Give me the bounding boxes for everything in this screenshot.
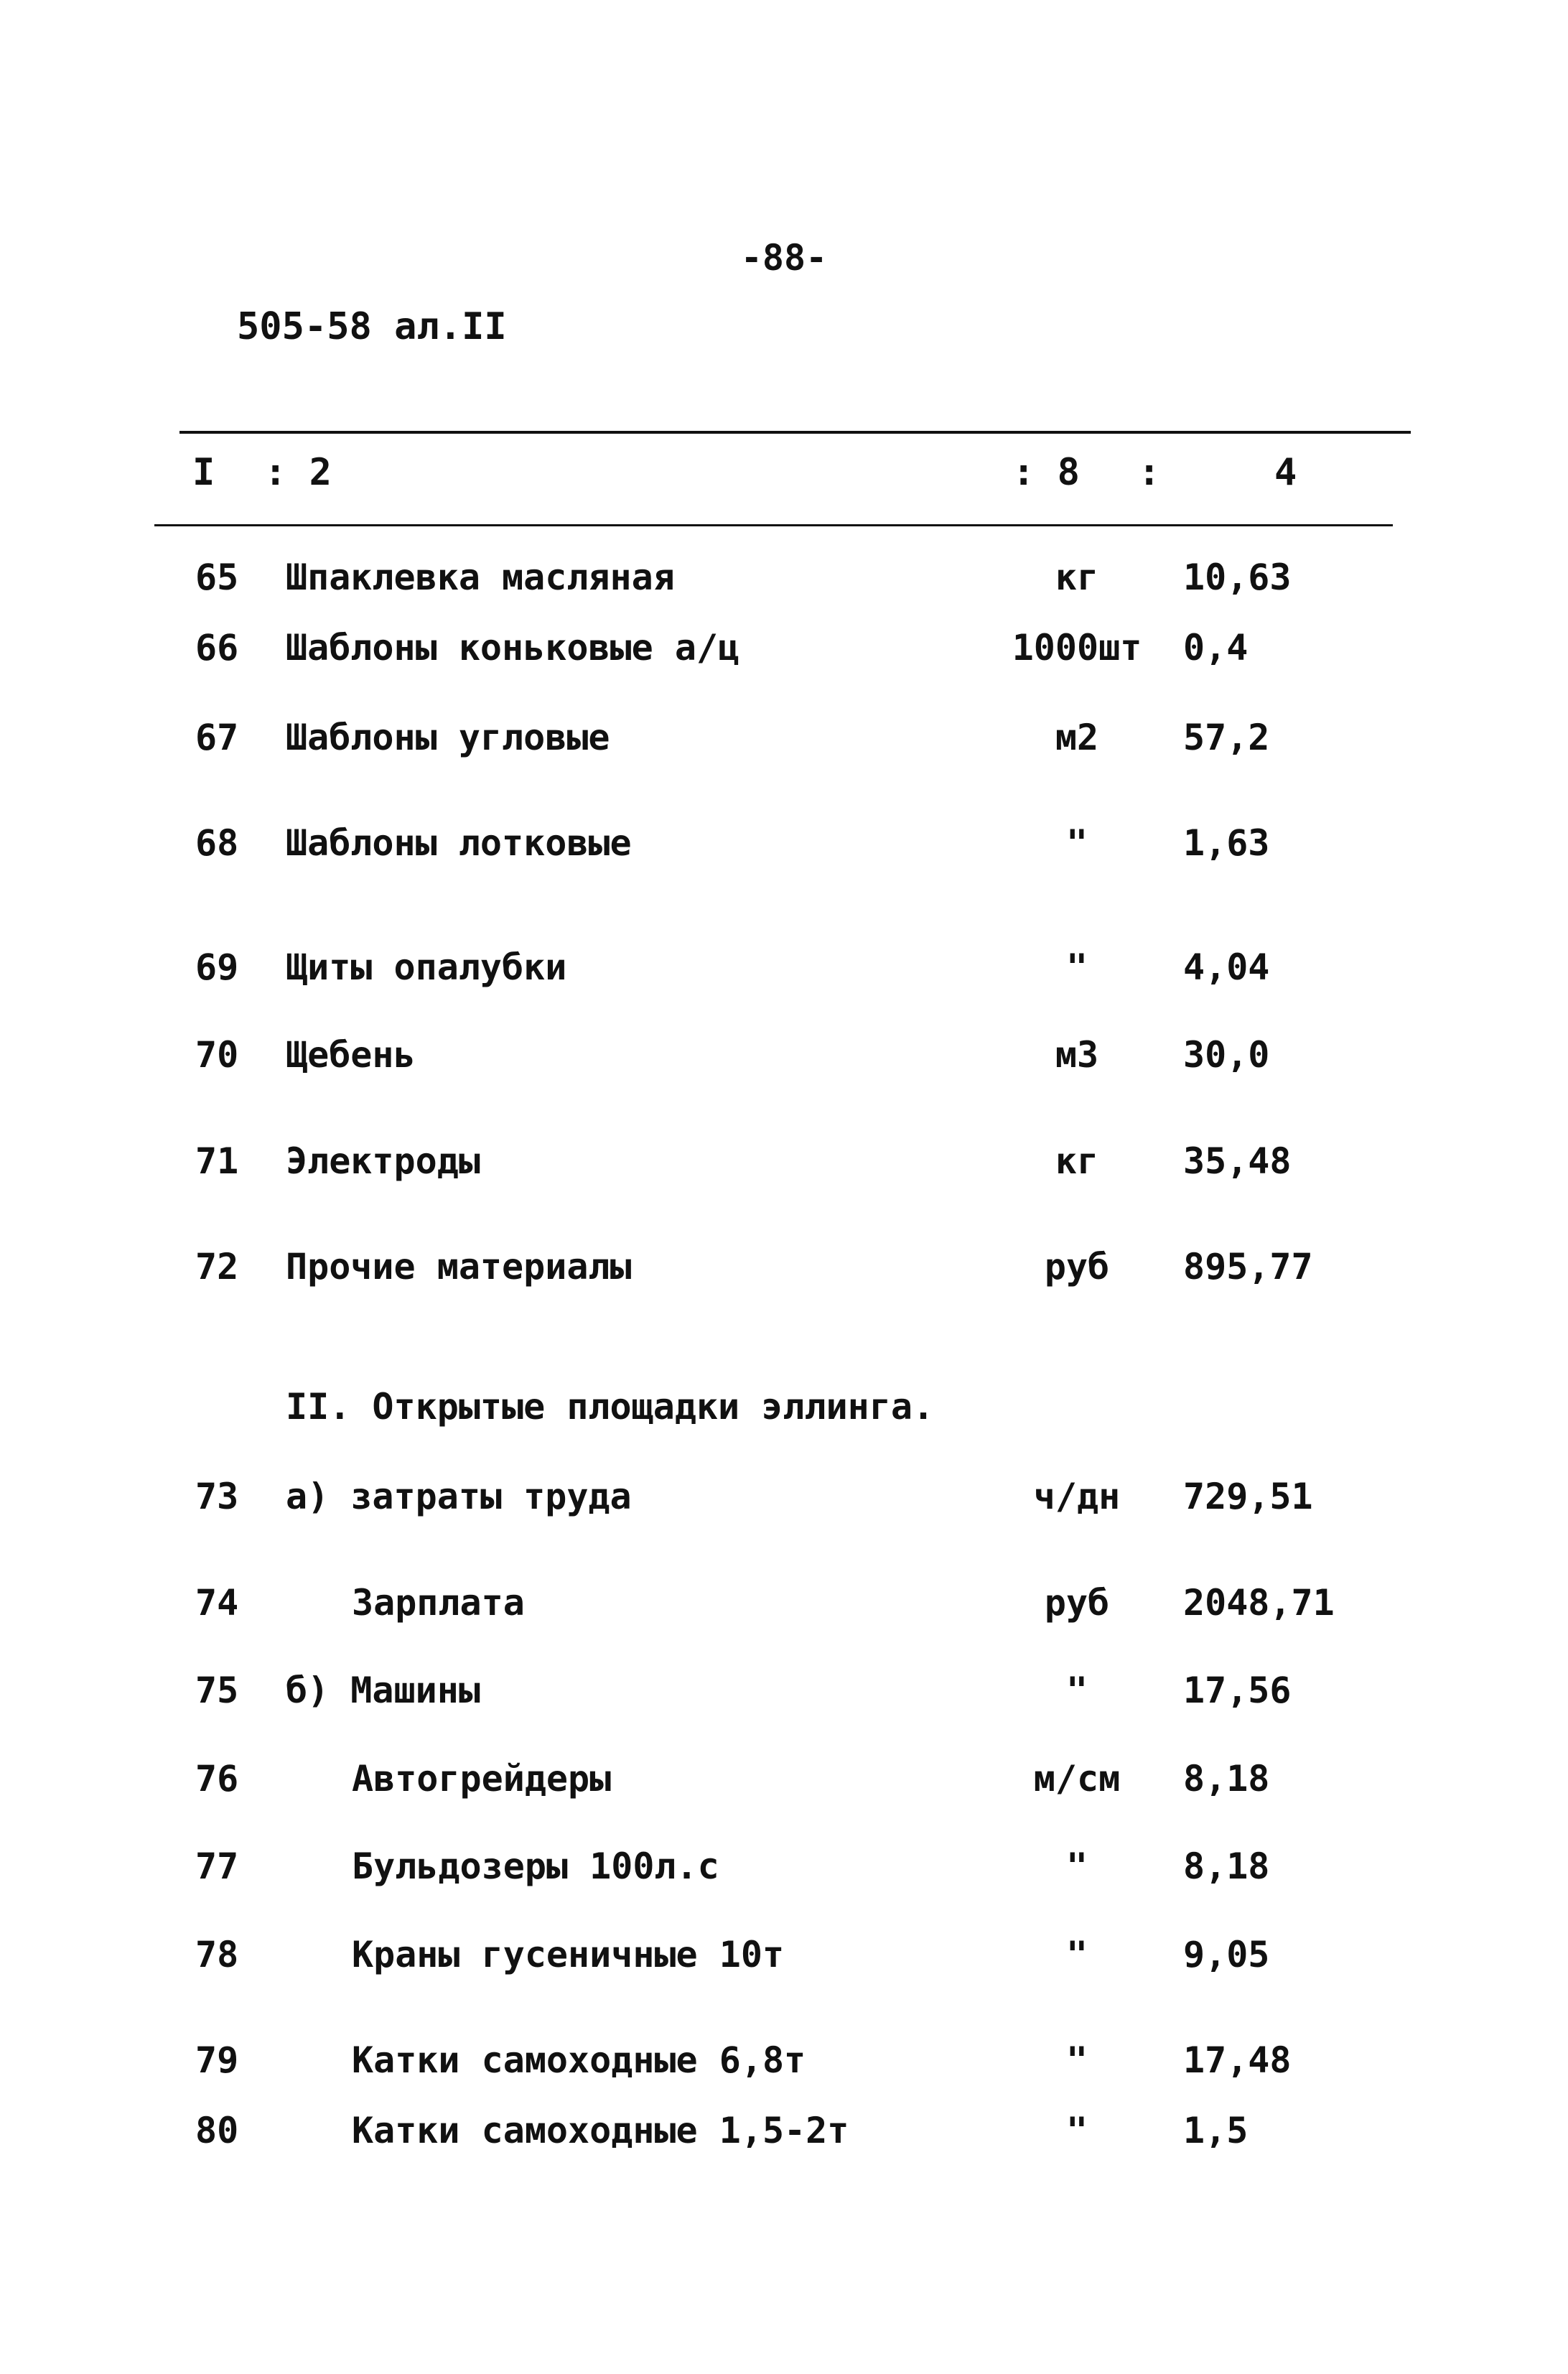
row-number: 77 xyxy=(195,1845,239,1887)
row-value: 0,4 xyxy=(1183,627,1249,669)
row-unit: руб xyxy=(1044,1582,1110,1624)
row-name: Шаблоны угловые xyxy=(286,717,610,758)
row-unit: " xyxy=(1065,1670,1088,1711)
row-name: Бульдозеры 100л.с xyxy=(352,1845,719,1887)
row-number: 72 xyxy=(195,1246,239,1288)
row-value: 17,48 xyxy=(1183,2039,1292,2081)
header-rule xyxy=(154,524,1393,526)
row-name: Катки самоходные 6,8т xyxy=(352,2039,806,2081)
row-number: 66 xyxy=(195,627,239,669)
row-name: Шаблоны лотковые xyxy=(286,822,632,864)
row-number: 79 xyxy=(195,2039,239,2081)
row-number: 74 xyxy=(195,1582,239,1624)
row-number: 65 xyxy=(195,557,239,598)
row-value: 35,48 xyxy=(1183,1140,1292,1182)
row-name: Электроды xyxy=(286,1140,480,1182)
row-value: 10,63 xyxy=(1183,557,1292,598)
row-name: Щиты опалубки xyxy=(286,946,567,988)
row-value: 729,51 xyxy=(1183,1476,1313,1517)
row-value: 57,2 xyxy=(1183,717,1270,758)
row-value: 30,0 xyxy=(1183,1034,1270,1076)
header-col-1: I xyxy=(192,451,215,494)
row-name: Автогрейдеры xyxy=(352,1758,612,1800)
row-value: 4,04 xyxy=(1183,946,1270,988)
row-name: Шаблоны коньковые а/ц xyxy=(286,627,740,669)
header-col-2: : 2 xyxy=(264,451,332,494)
header-col-sep: : xyxy=(1138,451,1161,494)
row-unit: " xyxy=(1065,1934,1088,1975)
row-unit: " xyxy=(1065,2039,1088,2081)
row-number: 71 xyxy=(195,1140,239,1182)
row-unit: 1000шт xyxy=(1012,627,1142,669)
row-unit: ч/дн xyxy=(1033,1476,1121,1517)
header-col-3: : 8 xyxy=(1012,451,1080,494)
row-name: Шпаклевка масляная xyxy=(286,557,675,598)
row-number: 75 xyxy=(195,1670,239,1711)
page-number: -88- xyxy=(740,237,828,279)
header-col-4: 4 xyxy=(1274,451,1297,494)
row-name: Зарплата xyxy=(352,1582,525,1624)
row-number: 69 xyxy=(195,946,239,988)
row-name: Краны гусеничные 10т xyxy=(352,1934,785,1975)
row-number: 73 xyxy=(195,1476,239,1517)
row-value: 2048,71 xyxy=(1183,1582,1335,1624)
row-value: 9,05 xyxy=(1183,1934,1270,1975)
row-number: 80 xyxy=(195,2110,239,2151)
row-value: 17,56 xyxy=(1183,1670,1292,1711)
top-rule xyxy=(179,431,1411,434)
row-number: 76 xyxy=(195,1758,239,1800)
row-value: 1,63 xyxy=(1183,822,1270,864)
row-name: а) затраты труда xyxy=(286,1476,632,1517)
row-unit: кг xyxy=(1055,1140,1099,1182)
row-name: Щебень xyxy=(286,1034,416,1076)
row-number: 70 xyxy=(195,1034,239,1076)
row-unit: " xyxy=(1065,946,1088,988)
row-name: Катки самоходные 1,5-2т xyxy=(352,2110,849,2151)
row-value: 1,5 xyxy=(1183,2110,1249,2151)
row-unit: руб xyxy=(1044,1246,1110,1288)
row-number: 68 xyxy=(195,822,239,864)
row-unit: м2 xyxy=(1055,717,1099,758)
row-name: Прочие материалы xyxy=(286,1246,632,1288)
row-unit: м/см xyxy=(1033,1758,1121,1800)
row-unit: " xyxy=(1065,1845,1088,1887)
row-unit: " xyxy=(1065,2110,1088,2151)
row-value: 8,18 xyxy=(1183,1845,1270,1887)
row-unit: м3 xyxy=(1055,1034,1099,1076)
row-unit: кг xyxy=(1055,557,1099,598)
row-name: б) Машины xyxy=(286,1670,480,1711)
document-reference: 505-58 ал.II xyxy=(237,305,507,348)
row-number: 78 xyxy=(195,1934,239,1975)
row-unit: " xyxy=(1065,822,1088,864)
row-value: 895,77 xyxy=(1183,1246,1313,1288)
row-value: 8,18 xyxy=(1183,1758,1270,1800)
section-title: II. Открытые площадки эллинга. xyxy=(286,1386,935,1428)
row-number: 67 xyxy=(195,717,239,758)
